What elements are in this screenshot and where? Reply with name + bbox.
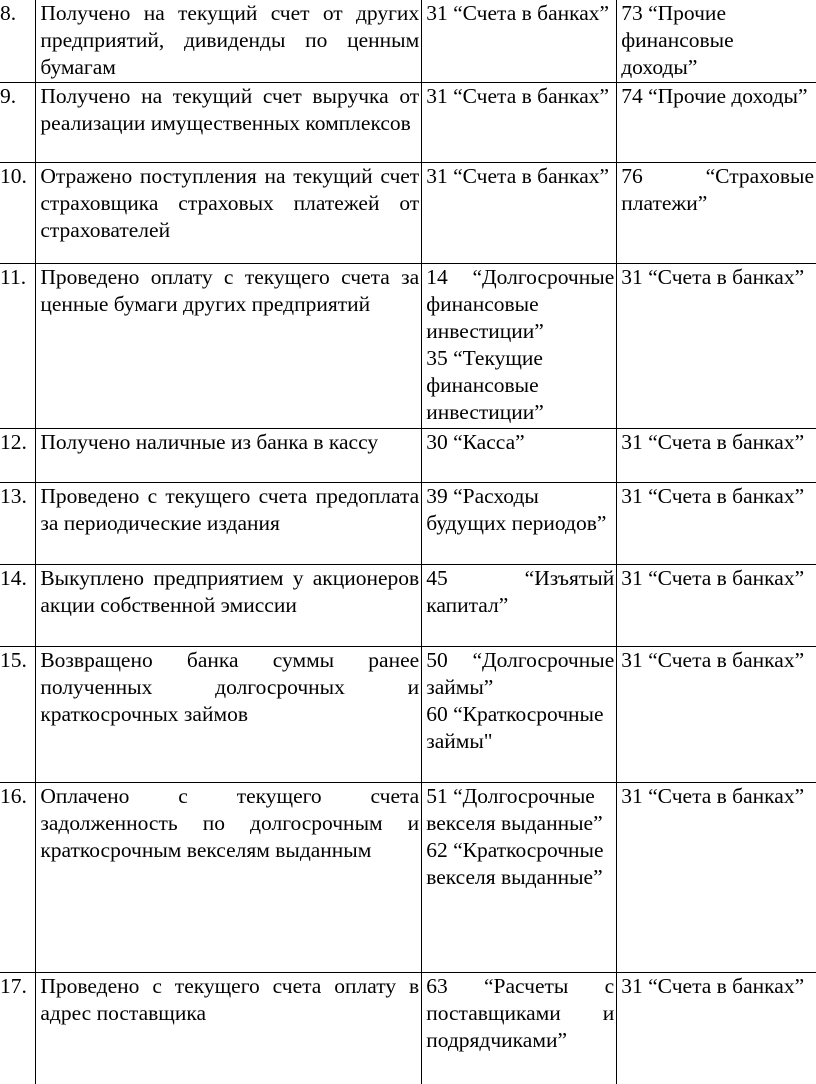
row-number: 10. [0,162,36,263]
debit-account: 35 “Текущие финансовые инвестиции” [426,345,544,424]
row-number: 13. [0,482,36,564]
debit-account: 45 “Изъятый капитал” [422,564,617,646]
credit-account: 74 “Прочие доходы” [617,82,816,162]
table-row [0,782,816,972]
debit-account: 31 “Счета в банках” [422,82,617,162]
row-number: 12. [0,428,36,482]
table-row [0,972,816,1084]
debit-account: 31 “Счета в банках” [422,0,617,82]
operation-description: Получено на текущий счет от других предприятий, дивиденды по ценным бумагам [36,0,422,82]
credit-account: 73 “Прочие финансовые доходы” [617,0,816,82]
operation-description: Оплачено с текущего счета задолженность по долгосрочным и краткосрочным векселям выданным [36,782,422,972]
debit-account: 62 “Краткосрочные векселя выданные” [426,837,604,889]
debit-account: 30 “Касса” [422,428,617,482]
credit-account: 31 “Счета в банках” [617,263,816,428]
credit-account: 76 “Страховые платежи” [617,162,816,263]
credit-account: 31 “Счета в банках” [617,482,816,564]
row-number: 15. [0,646,36,782]
debit-account: 39 “Расходы будущих периодов” [422,482,617,564]
debit-accounts [422,263,617,428]
table-row [0,428,816,482]
debit-account: 63 “Расчеты с поставщиками и подрядчиками” [422,972,617,1084]
table-row [0,263,816,428]
credit-account: 31 “Счета в банках” [617,564,816,646]
row-number: 16. [0,782,36,972]
row-number: 11. [0,263,36,428]
operation-description: Получено наличные из банка в кассу [36,428,422,482]
table-row [0,646,816,782]
debit-account: 14 “Долгосрочные финансовые инвестиции” [426,264,615,343]
debit-accounts [422,646,617,782]
operation-description: Проведено оплату с текущего счета за ценные бумаги других предприятий [36,263,422,428]
debit-account: 51 “Долгосрочные векселя выданные” [426,783,603,835]
operation-description: Отражено поступления на текущий счет страховщика страховых платежей от страхователей [36,162,422,263]
table-row [0,564,816,646]
debit-account: 31 “Счета в банках” [422,162,617,263]
row-number: 17. [0,972,36,1084]
credit-account: 31 “Счета в банках” [617,428,816,482]
operation-description: Получено на текущий счет выручка от реализации имущественных комплексов [36,82,422,162]
row-number: 8. [0,0,36,82]
credit-account: 31 “Счета в банках” [617,972,816,1084]
table-row [0,0,816,82]
credit-account: 31 “Счета в банках” [617,646,816,782]
credit-account: 31 “Счета в банках” [617,782,816,972]
table-row [0,482,816,564]
debit-account: 50 “Долгосрочные займы” [426,647,615,699]
operation-description: Проведено с текущего счета оплату в адрес поставщика [36,972,422,1084]
table-row [0,82,816,162]
table-row [0,162,816,263]
debit-account: 60 “Краткосрочные займы" [426,701,604,753]
operation-description: Выкуплено предприятием у акционеров акции собственной эмиссии [36,564,422,646]
row-number: 14. [0,564,36,646]
debit-accounts [422,782,617,972]
operation-description: Возвращено банка суммы ранее полученных долгосрочных и краткосрочных займов [36,646,422,782]
row-number: 9. [0,82,36,162]
operation-description: Проведено с текущего счета предоплата за периодические издания [36,482,422,564]
